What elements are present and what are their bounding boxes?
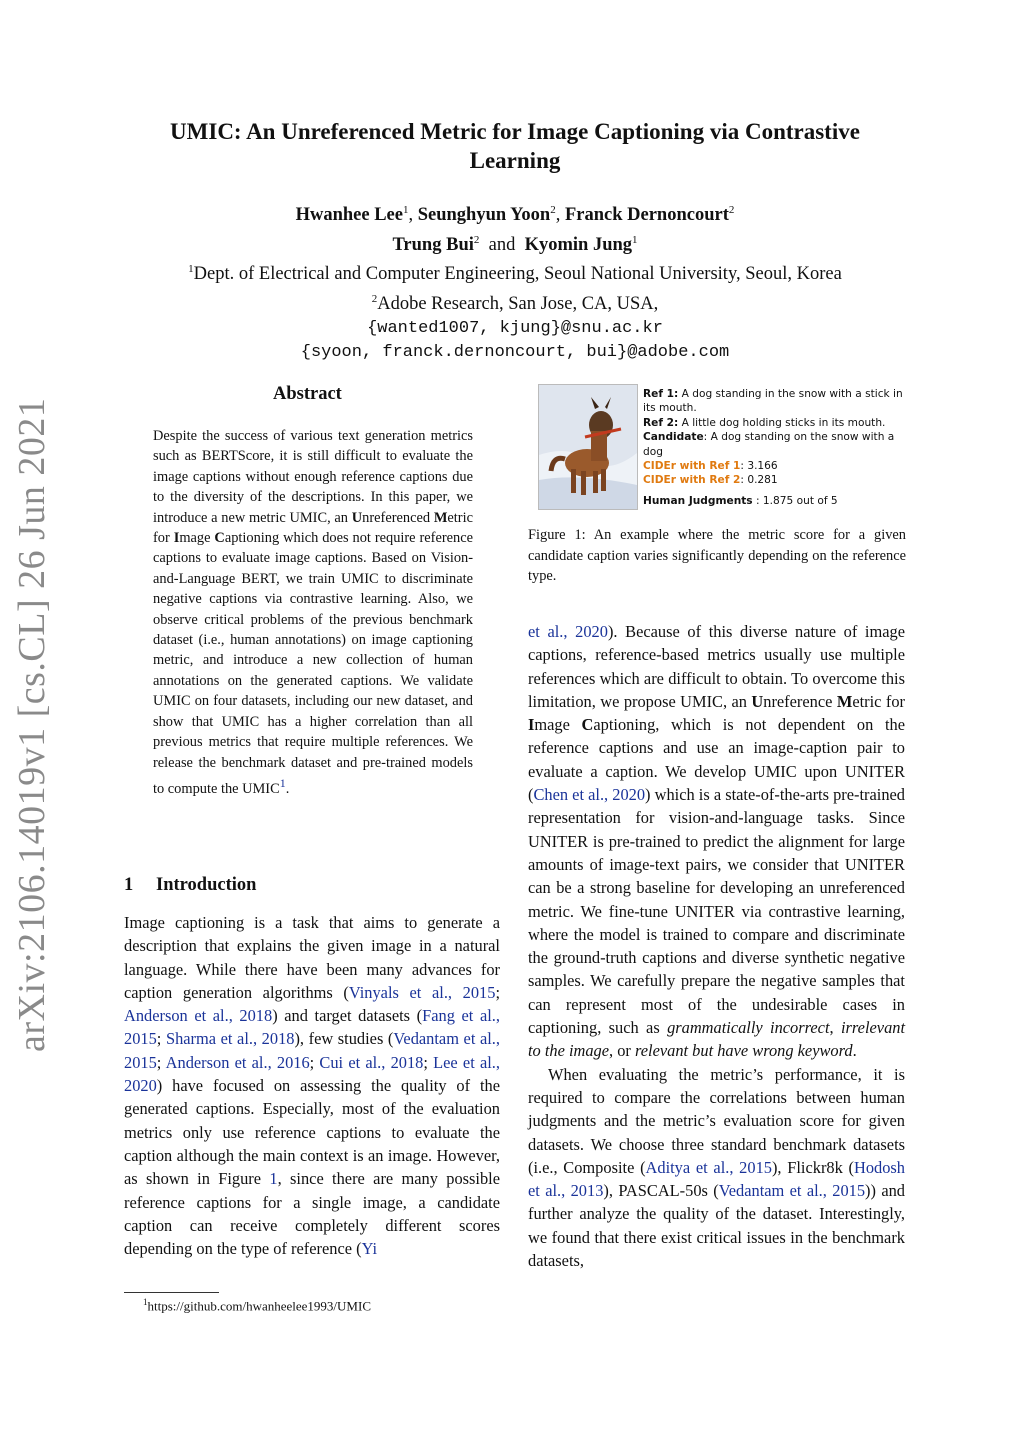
- right-column-text: [528, 620, 905, 1272]
- ref1-label: Ref 1:: [643, 388, 679, 400]
- author-affil-sup: 1: [632, 233, 638, 246]
- body-text: mage: [534, 715, 582, 735]
- email-line-1: {wanted1007, kjung}@snu.ac.kr: [367, 318, 663, 338]
- cider2-value: : 0.281: [740, 474, 778, 487]
- section-number: 1: [124, 875, 134, 895]
- intro-paragraph: [124, 911, 500, 1260]
- abstract-text: aptioning which does not require reference captions to evaluate image captions. Based on Vision-and-Language BERT, we train UMIC to discriminate negative captions via contrastive learning. Also, we observe critical problems of the previous benchmark dataset (i.e., human annotations) on image captioning metric, and introduce a new collection of human annotations on the generated captions. We validate UMIC on four datasets, including our new dataset, and show that UMIC has a higher correlation than all previous metrics that require multiple references. We release the benchmark dataset and pre-trained models to compute the UMIC: [153, 530, 473, 797]
- body-text: etric for: [852, 691, 905, 711]
- body-text: , or: [609, 1041, 635, 1061]
- figure-dog-image: [538, 384, 638, 510]
- citation-link[interactable]: Aditya et al., 2015: [645, 1157, 772, 1177]
- author-affil-sup: 2: [473, 233, 480, 246]
- candidate-label: Candidate: [643, 431, 704, 444]
- citation-link[interactable]: Vedantam et al., 2015: [124, 1029, 501, 1072]
- author-name: Seunghyun Yoon: [417, 205, 551, 226]
- body-text: ). Because of this diverse nature of image captions, reference-based metrics usually use multiple references which are difficult to obtain. To overcome this limitation, we propose UMIC, an: [528, 622, 905, 711]
- ref2-label: Ref 2:: [643, 416, 679, 429]
- author-name: Kyomin Jung: [524, 234, 633, 255]
- body-text: When evaluating the metric’s performance, it is required to compare the correlations between human judgments and the metric’s evaluation score for given datasets. We choose three standard benchmark datasets (i.e., Composite (: [528, 1064, 905, 1177]
- body-text: ) have focused on assessing the quality of the generated captions. Especially, most of the evaluation metrics only use reference captions to evaluate the caption although the main context is an image. However, as shown in Figure: [124, 1076, 500, 1189]
- author-name: Trung Bui: [392, 234, 474, 255]
- acronym-letter: C: [214, 530, 225, 547]
- acronym-letter: I: [173, 530, 180, 547]
- abstract-body: [153, 426, 473, 799]
- footnote-mark: 1: [143, 1297, 148, 1307]
- cider2-line: [643, 473, 908, 487]
- body-text: ;: [156, 1052, 166, 1072]
- body-text: ;: [156, 1029, 166, 1049]
- arxiv-stamp: arXiv:2106.14019v1 [cs.CL] 26 Jun 2021: [11, 397, 53, 1052]
- author-block: [130, 198, 900, 366]
- abstract-text: mage: [179, 530, 215, 547]
- citation-link[interactable]: Anderson et al., 2018: [124, 1006, 273, 1026]
- abstract-text: nreferenced: [362, 509, 434, 526]
- affil-sup: 2: [371, 292, 378, 305]
- human-judgment-label: Human Judgments: [643, 494, 753, 507]
- acronym-letter: U: [751, 691, 764, 711]
- body-text: , since there are many possible reference captions for a single image, a candidate caption can receive completely different scores depending on the type of reference (: [124, 1169, 501, 1259]
- author-affil-sup: 1: [402, 204, 409, 216]
- body-text: aptioning, which is not dependent on the reference captions and use an image-caption pair to evaluate a caption. We develop UMIC upon UNITER (: [528, 715, 905, 805]
- footnote-url-link[interactable]: https://github.com/hwanheelee1993/UMIC: [147, 1298, 371, 1314]
- ref2-line: [643, 416, 908, 430]
- citation-link[interactable]: Cui et al., 2018: [319, 1052, 424, 1072]
- affiliation-2: [130, 287, 900, 317]
- citation-link[interactable]: Yi: [361, 1239, 378, 1259]
- body-text: Image captioning is a task that aims to generate a description that explains the given image in a natural language. While there have been many advances for caption generation algorithms (: [124, 913, 500, 1002]
- author-name: Hwanhee Lee: [295, 205, 403, 226]
- body-text: )) and further analyze the quality of the dataset. Interestingly, we found that there exist critical issues in the benchmark datasets,: [528, 1181, 905, 1271]
- acronym-letter: M: [836, 691, 853, 711]
- section-heading: [124, 875, 256, 896]
- ref2-text: A little dog holding sticks in its mouth.: [681, 416, 886, 429]
- italic-text: irrelevant to the image: [528, 1018, 906, 1061]
- acronym-letter: U: [351, 509, 363, 526]
- abstract-heading: Abstract: [273, 384, 342, 404]
- body-text: .: [852, 1041, 857, 1061]
- citation-link[interactable]: Anderson et al., 2016: [165, 1052, 310, 1072]
- and-word: and: [488, 234, 516, 255]
- body-text: ;: [309, 1052, 320, 1072]
- human-judgment-line: [643, 494, 908, 508]
- italic-text: grammatically incorrect: [667, 1018, 830, 1038]
- section-title: Introduction: [156, 875, 257, 895]
- body-text: ), Flickr8k (: [771, 1157, 854, 1177]
- candidate-line: [643, 430, 908, 459]
- body-text: ;: [423, 1052, 434, 1072]
- citation-link[interactable]: et al., 2020: [528, 622, 608, 641]
- acronym-letter: I: [528, 715, 535, 735]
- body-text: nreference: [763, 691, 837, 711]
- italic-text: relevant but have wrong keyword: [634, 1041, 853, 1061]
- abstract-text: .: [285, 780, 290, 797]
- citation-link[interactable]: Vedantam et al., 2015: [718, 1181, 866, 1201]
- author-affil-sup: 2: [728, 204, 735, 216]
- body-text: ), few studies (: [294, 1029, 394, 1049]
- author-line-2: [130, 228, 900, 258]
- cider1-label: CIDEr with Ref 1: [643, 460, 741, 473]
- figure-ref-link[interactable]: 1: [269, 1169, 278, 1189]
- citation-link[interactable]: Vinyals et al., 2015: [348, 982, 496, 1002]
- footnote-rule: [124, 1292, 219, 1293]
- figure-caption: Figure 1: An example where the metric score for a given candidate caption varies significantly depending on the reference type.: [528, 527, 906, 585]
- cider1-line: [643, 459, 908, 473]
- affil-sup: 1: [188, 263, 194, 276]
- abstract-text: etric for: [153, 509, 473, 547]
- citation-link[interactable]: Hodosh et al., 2013: [528, 1157, 905, 1201]
- author-name: Franck Dernoncourt: [564, 205, 729, 226]
- footnote-ref-link[interactable]: 1: [279, 775, 286, 790]
- candidate-text: : A dog standing on the snow with a dog: [643, 431, 895, 458]
- citation-link[interactable]: Lee et al., 2020: [124, 1052, 500, 1096]
- body-text: ), PASCAL-50s (: [603, 1181, 719, 1201]
- cider1-value: : 3.166: [740, 460, 778, 473]
- affiliation-1: [130, 257, 900, 287]
- body-text: ,: [829, 1018, 841, 1038]
- figure-text-panel: [643, 387, 908, 508]
- author-line-1: Hwanhee Lee$^1$, Seunghyun Yoon$^2$, Franck Dernoncourt$^2$: [295, 204, 735, 226]
- body-text: ) which is a state-of-the-arts pre-trained representation for vision-and-language tasks. Since UNITER is pre-trained to predict the alignment for large amounts of image-text pairs, we consider that UNITER can be a strong baseline for developing an unreferenced metric. We fine-tune UNITER via contrastive learning, where the model is trained to compare and discriminate the ground-truth captions and diverse synthetic negative samples. We carefully prepare the negative samples that can represent most of the undesirable cases in captioning, such as: [528, 785, 905, 1038]
- dog-photo-icon: [539, 385, 637, 509]
- email-line-2: {syoon, franck.dernoncourt, bui}@adobe.com: [300, 343, 730, 363]
- footnote: [143, 1297, 371, 1314]
- abstract-text: Despite the success of various text generation metrics such as BERTScore, it is still difficult to evaluate the image captions without enough reference captions due to the diversity of the descriptions. In this paper, we introduce a new metric UMIC, an: [153, 428, 473, 526]
- body-text: ) and target datasets (: [272, 1006, 423, 1026]
- citation-link[interactable]: Chen et al., 2020: [533, 785, 646, 805]
- affil-text: Dept. of Electrical and Computer Engineering, Seoul National University, Seoul, Korea: [193, 264, 842, 285]
- ref1-line: [643, 387, 908, 416]
- human-judgment-value: : 1.875 out of 5: [752, 494, 838, 507]
- citation-link[interactable]: Sharma et al., 2018: [165, 1029, 295, 1049]
- acronym-letter: M: [433, 509, 448, 526]
- affil-text: Adobe Research, San Jose, CA, USA,: [377, 294, 659, 315]
- ref1-text: A dog standing in the snow with a stick in its mouth.: [643, 388, 903, 415]
- body-text: ;: [495, 982, 500, 1002]
- author-affil-sup: 2: [550, 204, 556, 216]
- cider2-label: CIDEr with Ref 2: [643, 474, 741, 487]
- citation-link[interactable]: Fang et al., 2015: [124, 1006, 500, 1049]
- paper-title: UMIC: An Unreferenced Metric for Image Captioning via Contrastive Learning: [170, 119, 860, 173]
- acronym-letter: C: [581, 715, 594, 735]
